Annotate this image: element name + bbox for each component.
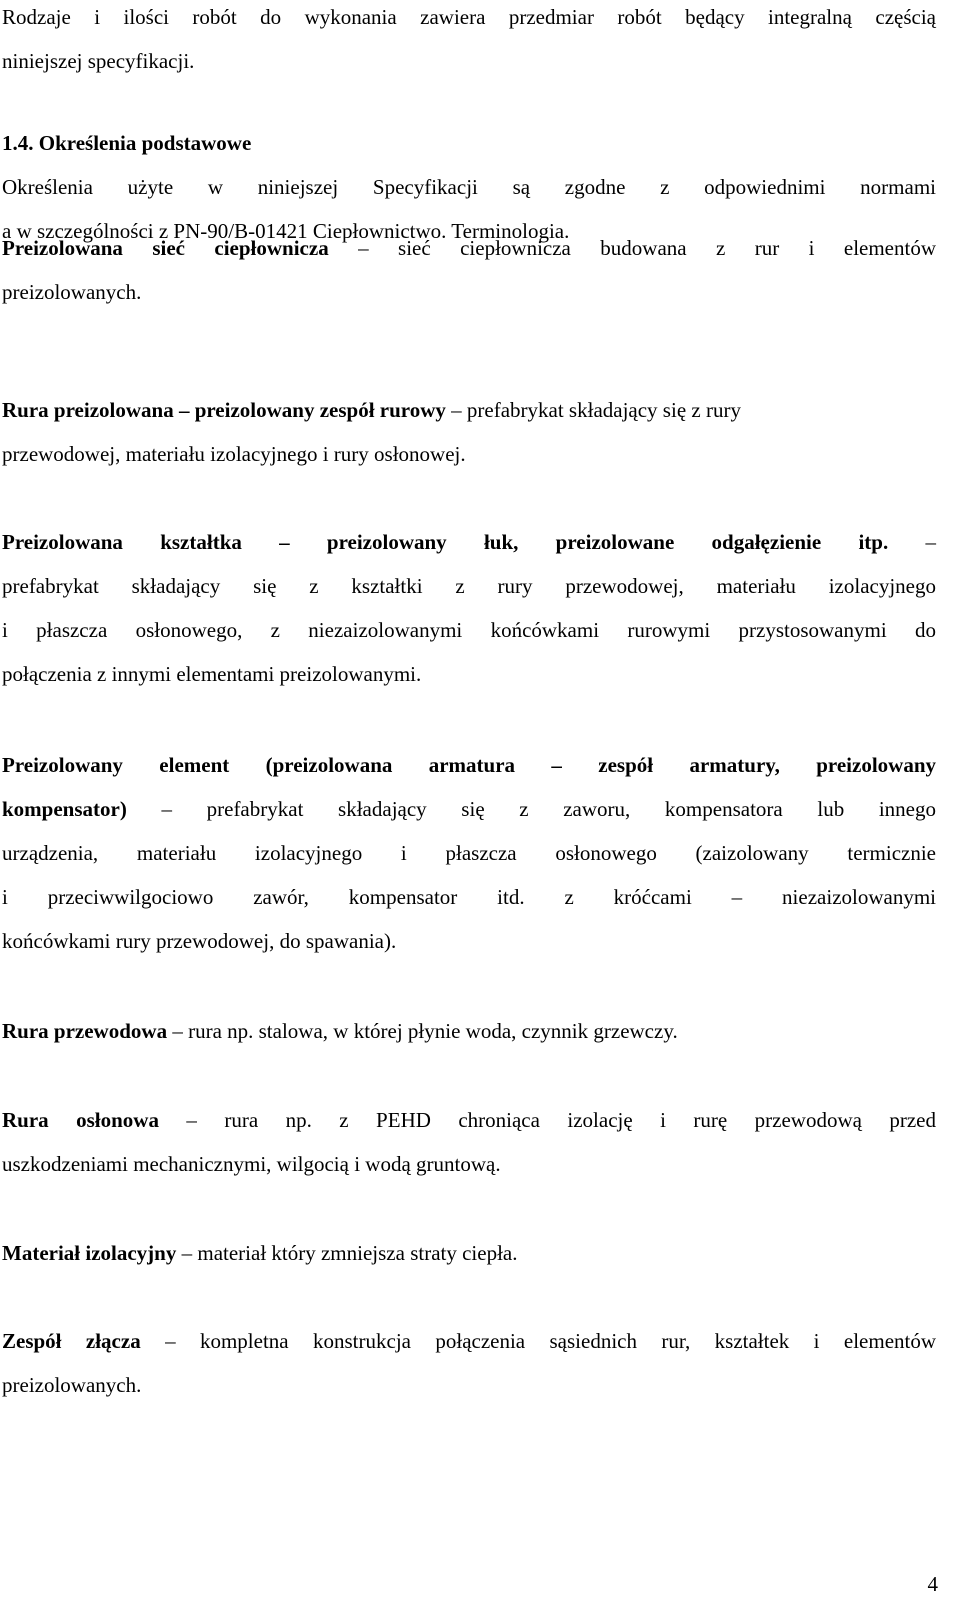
definition-rura-przewodowa xyxy=(2,1009,936,1053)
text-line: prefabrykat składający się z kształtki z rury przewodowej, materiału izolacyjnego xyxy=(2,574,936,598)
definition-text: prefabrykat składający się z zaworu, kompensatora lub innego xyxy=(206,797,936,821)
text-line: uszkodzeniami mechanicznymi, wilgocią i wodą gruntową. xyxy=(2,1152,501,1176)
definition-term: Rura przewodowa xyxy=(2,1019,168,1043)
text-line: przewodowej, materiału izolacyjnego i rury osłonowej. xyxy=(2,442,466,466)
text-line xyxy=(2,743,936,787)
dash: – xyxy=(161,797,172,821)
definition-term: Preizolowany element (preizolowana armatura – zespół armatury, preizolowany xyxy=(2,753,936,777)
definition-term: kompensator) xyxy=(2,797,127,821)
definition-term: Preizolowana kształtka – preizolowany łuk, preizolowane odgałęzienie itp. xyxy=(2,530,889,554)
definition-term: Zespół złącza xyxy=(2,1329,141,1353)
definition-text: – materiał który zmniejsza straty ciepła. xyxy=(181,1241,518,1265)
text-line xyxy=(2,520,936,564)
definition-rura-preizolowana xyxy=(2,388,936,476)
text-line: połączenia z innymi elementami preizolowanymi. xyxy=(2,662,422,686)
definition-term: Rura osłonowa xyxy=(2,1108,159,1132)
text-line: i przeciwwilgociowo zawór, kompensator itd. z króćcami – niezaizolowanymi xyxy=(2,885,936,909)
text-line xyxy=(2,1319,936,1363)
text-line xyxy=(2,787,936,831)
text-line: Rodzaje i ilości robót do wykonania zawiera przedmiar robót będący integralną częścią xyxy=(2,5,936,29)
text-line xyxy=(2,388,936,432)
text-line xyxy=(2,1098,936,1142)
text-line: preizolowanych. xyxy=(2,1373,142,1397)
definition-siec xyxy=(2,226,936,314)
text-line: niniejszej specyfikacji. xyxy=(2,49,195,73)
definition-text: – rura np. stalowa, w której płynie woda, czynnik grzewczy. xyxy=(172,1019,678,1043)
dash: – xyxy=(358,236,369,260)
text-line: a w szczególności z PN-90/B-01421 Ciepłownictwo. Terminologia. xyxy=(2,219,570,243)
text-line: Określenia użyte w niniejszej Specyfikacji są zgodne z odpowiednimi normami xyxy=(2,175,936,199)
page-number: 4 xyxy=(927,1572,938,1596)
definition-text: – rura np. z PEHD chroniąca izolację i rurę przewodową przed xyxy=(186,1108,936,1132)
text-line xyxy=(2,1231,936,1275)
definition-text: – kompletna konstrukcja połączenia sąsiednich rur, kształtek i elementów xyxy=(165,1329,937,1353)
definition-text: sieć ciepłownicza budowana z rur i elementów xyxy=(398,236,937,260)
section-heading xyxy=(2,121,936,165)
definition-term: Rura preizolowana – preizolowany zespół rurowy xyxy=(2,398,446,422)
text-line: końcówkami rury przewodowej, do spawania). xyxy=(2,929,397,953)
definition-term: Materiał izolacyjny xyxy=(2,1241,177,1265)
definition-zespol xyxy=(2,1319,936,1407)
dash: – xyxy=(925,530,936,554)
text-line xyxy=(2,226,936,270)
definition-material xyxy=(2,1231,936,1275)
text-line xyxy=(2,1009,936,1053)
definition-rura-oslonowa xyxy=(2,1098,936,1186)
heading-text: 1.4. Określenia podstawowe xyxy=(2,131,252,155)
text-line: urządzenia, materiału izolacyjnego i płaszcza osłonowego (zaizolowany termicznie xyxy=(2,841,936,865)
dash: – xyxy=(451,398,462,422)
text-line: i płaszcza osłonowego, z niezaizolowanymi końcówkami rurowymi przystosowanymi do xyxy=(2,618,936,642)
definition-ksztaltka xyxy=(2,520,936,696)
definition-term: Preizolowana sieć ciepłownicza xyxy=(2,236,329,260)
text-line: preizolowanych. xyxy=(2,280,142,304)
definition-element xyxy=(2,743,936,963)
paragraph-intro xyxy=(2,0,936,83)
definition-text: prefabrykat składający się z rury xyxy=(466,398,741,422)
